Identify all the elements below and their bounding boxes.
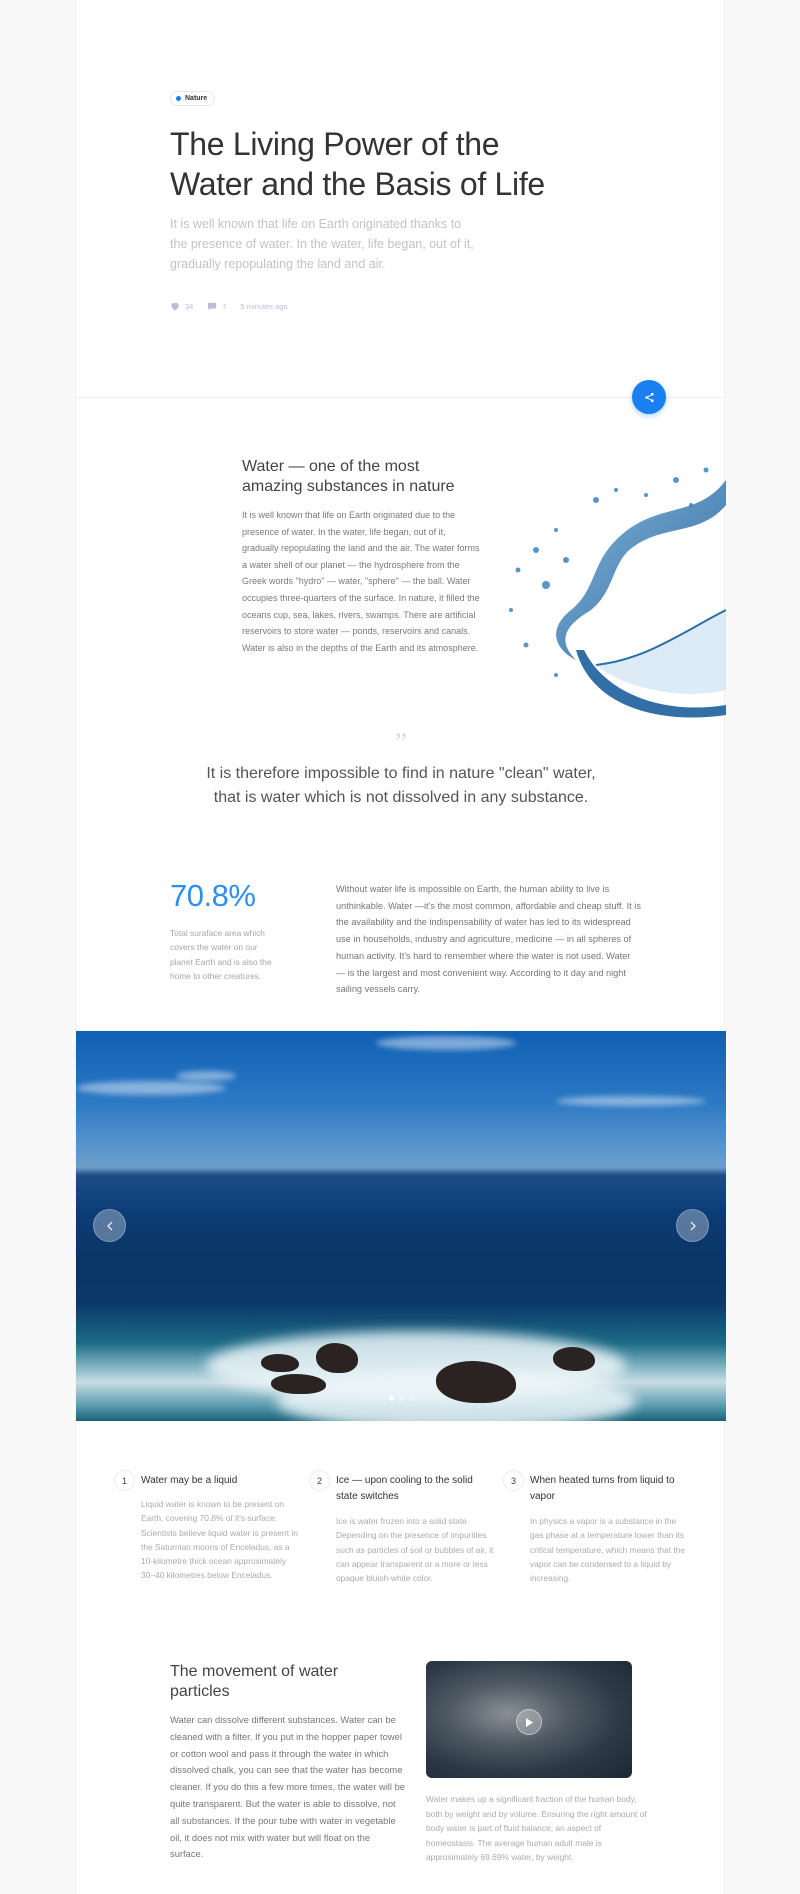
rock — [553, 1347, 595, 1371]
movement-section-heading: The movement of water particles — [170, 1663, 339, 1700]
likes-button[interactable] — [170, 302, 193, 311]
water-splash-image — [496, 460, 726, 740]
video-caption: Water makes up a significant fraction of the human body, both by weight and by volume. Ensuring the right amount of body water is part of fluid balance, an aspect of homeostasis. The average human adult male is approximately 69.69% water, by weight. — [426, 1794, 647, 1863]
video-thumbnail[interactable] — [426, 1661, 632, 1778]
cloud — [556, 1096, 706, 1106]
category-tag[interactable] — [170, 91, 215, 106]
comments-button[interactable] — [207, 302, 226, 311]
chevron-left-icon — [106, 1221, 114, 1231]
slider-next-button[interactable] — [676, 1209, 709, 1242]
play-button[interactable] — [516, 1709, 542, 1735]
slider-dot-3[interactable] — [409, 1396, 414, 1401]
chevron-right-icon — [689, 1221, 697, 1231]
step-title: Water may be a liquid — [141, 1475, 238, 1486]
cloud — [376, 1036, 516, 1050]
article-meta — [170, 302, 288, 311]
slider-prev-button[interactable] — [93, 1209, 126, 1242]
step-text: In physics a vapor is a substance in the gas phase at a temperature lower than its critical temperature, which means that the vapor can be condensed to a liquid by increasing. — [530, 1516, 686, 1584]
share-icon — [644, 392, 655, 403]
pull-quote: It is therefore impossible to find in nature "clean" water, that is water which is not dissolved in any substance. — [206, 765, 596, 806]
play-icon — [525, 1718, 533, 1727]
stat-value: 70.8% — [170, 878, 256, 913]
comments-count: 7 — [222, 302, 227, 311]
slider-dot-1[interactable] — [389, 1396, 394, 1401]
cloud — [76, 1081, 226, 1095]
step-number: 3 — [503, 1470, 524, 1491]
header-divider — [76, 397, 726, 398]
rock — [316, 1343, 358, 1373]
likes-count: 34 — [185, 302, 194, 311]
category-dot-icon — [176, 96, 181, 101]
article-page — [75, 0, 725, 1894]
water-section-heading: Water — one of the most amazing substances in nature — [242, 458, 455, 495]
image-slider[interactable] — [76, 1031, 726, 1421]
step-number: 2 — [309, 1470, 330, 1491]
movement-section-body: Water can dissolve different substances. Water can be cleaned with a filter. If you put in the hopper paper towel or cotton wool and pass it through the water in which dissolved chalk, you can see that the water has become cleaner. If you do this a few more times, the water will be quite transparent. But the water is able to dissolve, not all substances. If the pour tube with water in vegetable oil, it does not mix with water but will float on the surface. — [170, 1714, 406, 1860]
rock — [436, 1361, 516, 1403]
timestamp: 5 minutes ago — [240, 302, 288, 311]
comment-icon — [207, 302, 217, 311]
step-title: Ice — upon cooling to the solid state switches — [336, 1475, 473, 1502]
stat-description: Total suraface area which covers the water on our planet Earth and is also the home to other creatures. — [170, 928, 272, 981]
quote-mark-icon: ” — [394, 728, 408, 759]
article-title: The Living Power of the Water and the Basis of Life — [170, 126, 545, 202]
water-section-body: It is well known that life on Earth originated due to the presence of water. In the water, life began, out of it, gradually repopulating the land and the air. The water forms a water shell of our planet — the hydrosphere from the Greek words "hydro" — water, "sphere" — the ball. Water occupies three-quarters of the surface. In nature, it filled the oceans cup, sea, lakes, rivers, swamps. There are artificial reservoirs to store water — ponds, reservoirs and canals. Water is also in the depths of the Earth and its atmosphere. — [242, 510, 480, 653]
category-label: Nature — [185, 95, 208, 102]
step-text: Liquid water is known to be present on Earth, covering 70.8% of it's surface. Scientists believe liquid water is present in the Saturnian moons of Enceladus, as a 10-kilometre thick ocean approximately 30–40 kilometres below Enceladus. — [141, 1499, 298, 1581]
step-text: Ice is water frozen into a solid state. Depending on the presence of impurities such as particles of soil or bubbles of air, it can appear transparent or a more or less opaque bluish-white color. — [336, 1516, 494, 1584]
rock — [271, 1374, 326, 1394]
cloud — [176, 1071, 236, 1081]
slider-pagination — [389, 1396, 414, 1401]
slider-dot-2[interactable] — [399, 1396, 404, 1401]
rock — [261, 1354, 299, 1372]
article-lead: It is well known that life on Earth originated thanks to the presence of water. In the water, life began, out of it, gradually repopulating the land and air. — [170, 217, 474, 271]
stat-body: Without water life is impossible on Earth, the human ability to live is unthinkable. Water —it's the most common, affordable and cheap stuff. It is the availability and the indispensability of water has led to its widespread use in households, industry and agriculture, medicine — in all spheres of human activity. It's hard to remember where the water is not used. Water — is the largest and most convenient way. According to it day and night sailing vessels carry. — [336, 884, 641, 995]
share-button[interactable] — [632, 380, 666, 414]
heart-icon — [170, 302, 180, 311]
step-title: When heated turns from liquid to vapor — [530, 1475, 675, 1502]
step-number: 1 — [114, 1470, 135, 1491]
